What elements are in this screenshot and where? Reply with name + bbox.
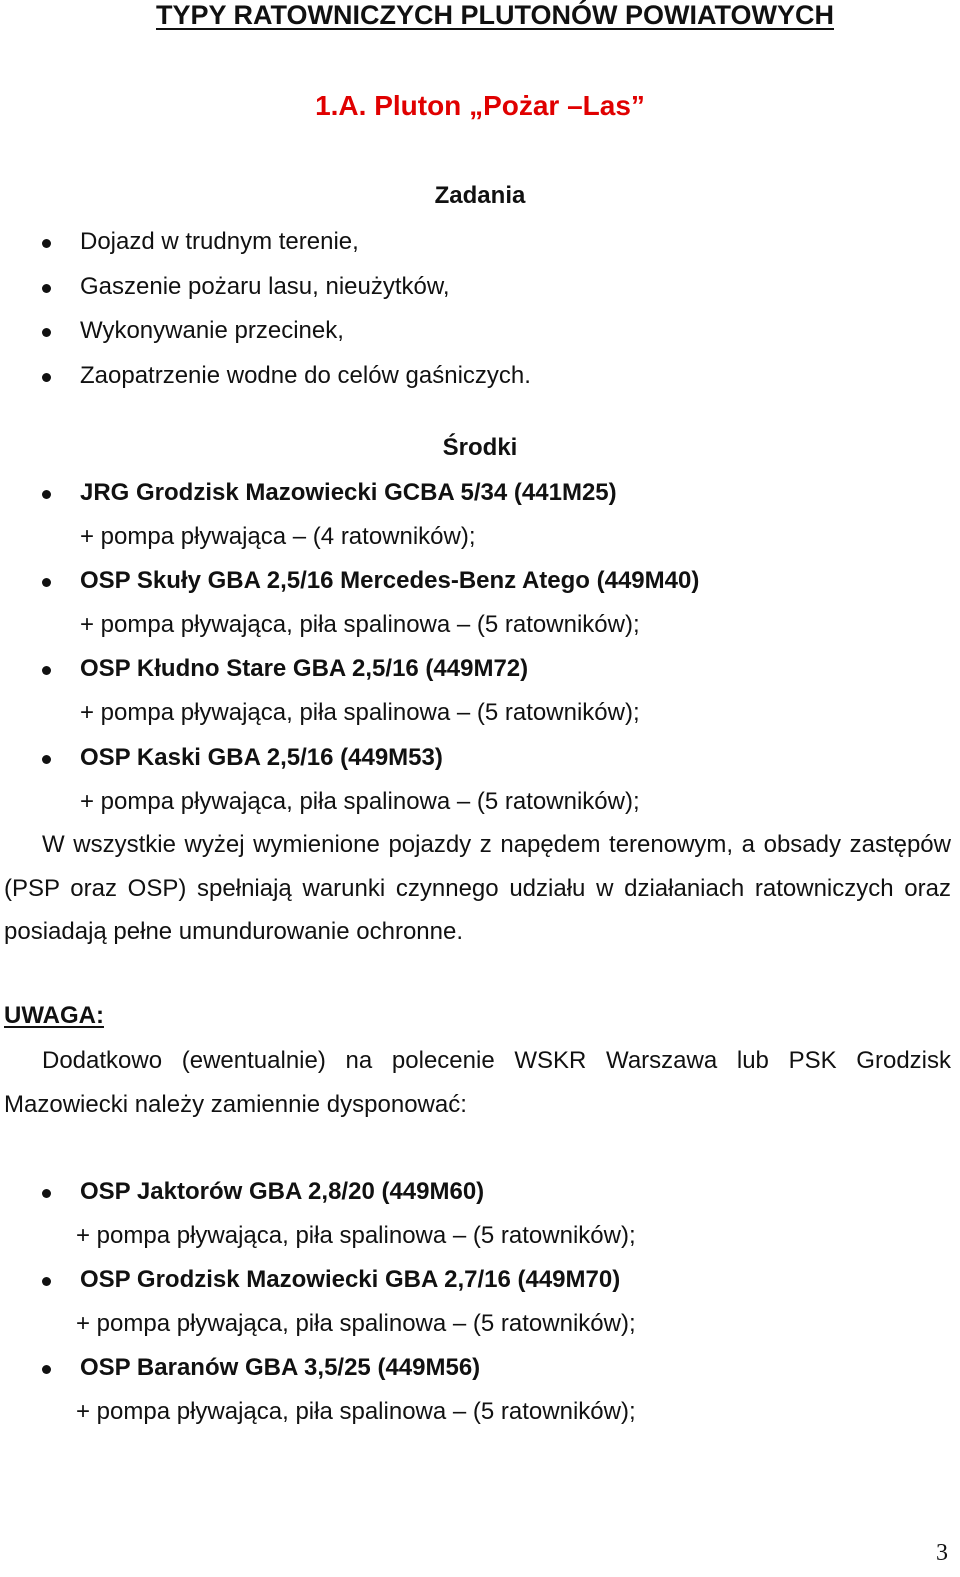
resource-equipment: + pompa pływająca – (4 ratowników); [80, 523, 476, 550]
section-title: 1.A. Pluton „Pożar –Las” [315, 90, 645, 121]
bullet-icon [42, 755, 51, 764]
resource-unit: OSP Jaktorów GBA 2,8/20 (449M60) [80, 1178, 485, 1205]
uwaga-paragraph: Dodatkowo (ewentualnie) na polecenie WSKR Warszawa lub PSK Grodzisk Mazowiecki należy zamiennie dysponować: [4, 1047, 951, 1118]
bullet-icon [42, 666, 51, 675]
resource-equipment: + pompa pływająca, piła spalinowa – (5 ratowników); [80, 611, 640, 638]
bullet-icon [42, 490, 51, 499]
resource-unit: OSP Skuły GBA 2,5/16 Mercedes-Benz Atego (449M40) [80, 567, 700, 594]
task-item [0, 228, 960, 260]
task-item [0, 317, 960, 349]
bullet-icon [42, 239, 51, 248]
bullet-icon [42, 578, 51, 587]
bullet-icon [42, 1189, 51, 1198]
uwaga-label: UWAGA: [4, 1002, 104, 1029]
additional-resource-item [0, 1266, 960, 1298]
bullet-icon [42, 1277, 51, 1286]
resource-equipment: + pompa pływająca, piła spalinowa – (5 ratowników); [76, 1222, 636, 1249]
resources-heading: Środki [442, 434, 518, 461]
resource-equipment: + pompa pływająca, piła spalinowa – (5 ratowników); [76, 1310, 636, 1337]
task-item [0, 362, 960, 394]
resource-equipment: + pompa pływająca, piła spalinowa – (5 ratowników); [76, 1398, 636, 1425]
resource-equipment: + pompa pływająca, piła spalinowa – (5 ratowników); [80, 788, 640, 815]
resource-unit: OSP Kaski GBA 2,5/16 (449M53) [80, 744, 443, 771]
task-item [0, 273, 960, 305]
tasks-heading: Zadania [434, 182, 526, 209]
resource-equipment: + pompa pływająca, piła spalinowa – (5 ratowników); [80, 699, 640, 726]
task-text: Gaszenie pożaru lasu, nieużytków, [80, 273, 450, 300]
resource-item [0, 479, 960, 511]
task-text: Wykonywanie przecinek, [80, 317, 344, 344]
page-title: TYPY RATOWNICZYCH PLUTONÓW POWIATOWYCH [156, 0, 834, 30]
resource-item [0, 567, 960, 599]
bullet-icon [42, 284, 51, 293]
page-number: 3 [936, 1540, 948, 1566]
task-text: Dojazd w trudnym terenie, [80, 228, 359, 255]
resource-item [0, 744, 960, 776]
resource-unit: OSP Grodzisk Mazowiecki GBA 2,7/16 (449M70) [80, 1266, 621, 1293]
bullet-icon [42, 328, 51, 337]
resource-item [0, 655, 960, 687]
resource-unit: JRG Grodzisk Mazowiecki GCBA 5/34 (441M25) [80, 479, 617, 506]
bullet-icon [42, 373, 51, 382]
note-paragraph: W wszystkie wyżej wymienione pojazdy z napędem terenowym, a obsady zastępów (PSP oraz OSP) spełniają warunki czynnego udziału w działaniach ratowniczych oraz posiadają pełne umundurowanie ochronne. [4, 831, 951, 945]
additional-resource-item [0, 1354, 960, 1386]
resource-unit: OSP Baranów GBA 3,5/25 (449M56) [80, 1354, 481, 1381]
bullet-icon [42, 1365, 51, 1374]
resource-unit: OSP Kłudno Stare GBA 2,5/16 (449M72) [80, 655, 529, 682]
additional-resource-item [0, 1178, 960, 1210]
task-text: Zaopatrzenie wodne do celów gaśniczych. [80, 362, 531, 389]
